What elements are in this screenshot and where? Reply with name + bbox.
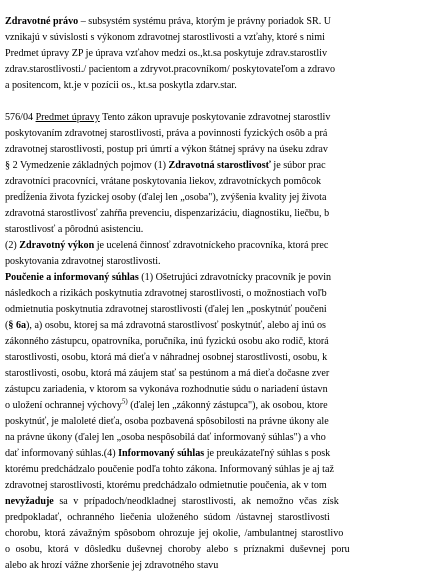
text-span: zákonného zástupcu, opatrovníka, poručníka, inú fyzickú osobu ako rodič, ktorá [5, 336, 329, 347]
text-span: (1) Ošetrujúci zdravotnícky pracovník je povin [138, 272, 332, 283]
text-line [5, 126, 327, 142]
text-span: dať informovaný súhlas.(4) [5, 448, 119, 459]
text-line [5, 222, 143, 238]
bold-term: § 6a [8, 320, 27, 331]
text-span: je ucelená činnosť zdravotníckeho pracovníka, ktorá prec [94, 240, 329, 251]
text-span: chorobu, ktorá závažným spôsobom ohrozuje jej okolie, /ambulantnej starostlivo [5, 528, 344, 539]
text-span: – subsystém systému práva, ktorým je právny poriadok SR. U [78, 16, 332, 27]
text-span: starostlivosť a pôrodnú asistenciu. [5, 224, 144, 235]
text-line [5, 14, 331, 30]
text-line [5, 494, 339, 510]
text-line [5, 174, 321, 190]
text-line [5, 350, 327, 366]
text-span: poskytovaním zdravotnej starostlivosti, práva a povinnosti fyzických osôb a prá [5, 128, 328, 139]
text-span: zdravotníci pracovníci, vrátane poskytovania liekov, zdravotníckych pomôcok [5, 176, 322, 187]
text-span: alebo ak hrozí vážne zhoršenie jej zdravotného stavu [5, 560, 219, 571]
text-span: § 2 Vymedzenie základných pojmov (1) [5, 160, 169, 171]
text-line [5, 526, 343, 542]
text-line [5, 62, 335, 78]
text-span: starostlivosti, osobu, ktorá má záujem stať sa pestúnom a má dieťa dočasne zver [5, 368, 330, 379]
text-line [5, 142, 328, 158]
text-span: predpokladať, ochranného liečenia uloženého súdom /ústavnej starostlivosti [5, 512, 330, 523]
text-line [5, 558, 218, 574]
bold-term: nevyžaduje [5, 496, 54, 507]
text-line [5, 510, 330, 526]
text-span: vznikajú v súvislosti s výkonom zdravotnej starostlivosti a vzťahy, ktoré s nimi [5, 32, 325, 43]
bold-term: Zdravotné právo [5, 16, 79, 27]
text-span: 576/04 [5, 112, 36, 123]
bold-term: Informovaný súhlas [118, 448, 205, 459]
text-span: na právne úkony (ďalej len „osoba nespôsobilá dať informovaný súhlas") a vho [5, 432, 326, 443]
text-line [5, 30, 325, 46]
text-line [5, 446, 330, 462]
text-span: 5) [121, 397, 128, 406]
text-span: (ďalej len „zákonný zástupca"), ak osobou, ktore [127, 400, 328, 411]
text-line [5, 206, 329, 222]
text-line [5, 302, 327, 318]
text-span: je preukázateľný súhlas s posk [204, 448, 331, 459]
text-span: o uložení ochrannej výchovy [5, 400, 122, 411]
text-span: zdravotnej starostlivosti, postup pri úmrtí a výkon štátnej správy na úseku zdrav [5, 144, 328, 155]
text-line [5, 382, 328, 398]
text-line [5, 366, 329, 382]
text-line [5, 430, 326, 446]
bold-term: Poučenie a informovaný súhlas [5, 272, 139, 283]
text-line [5, 238, 328, 254]
text-span: zdrav.starostlivosti./ pacientom a zdryvot.pracovníkom/ poskytovateľom a zdravo [5, 64, 336, 75]
text-span: sa v prípadoch/neodkladnej starostlivosti, ak nemožno včas získ [53, 496, 339, 507]
text-line [5, 398, 328, 414]
text-line [5, 46, 327, 62]
text-span: starostlivosti, osobu, ktorá má dieťa v náhradnej osobnej starostlivosti, osobu, k [5, 352, 328, 363]
text-span: zdravotnej starostlivosti, ktorému predchádzalo odmietnutie poučenia, ak v tom [5, 480, 327, 491]
text-line [5, 542, 350, 558]
text-span: ( [5, 320, 9, 331]
text-line [5, 414, 329, 430]
text-span: zdravotná starostlivosť zahŕňa prevenciu, dispenzarizáciu, diagnostiku, liečbu, b [5, 208, 330, 219]
text-line [5, 190, 326, 206]
text-line [5, 334, 329, 350]
bold-term: Zdravotná starostlivosť [168, 160, 271, 171]
text-span: poskytnúť, je maloleté dieťa, osoba pozbavená spôsobilosti na právne úkony ale [5, 416, 329, 427]
text-line [5, 254, 161, 270]
text-span: predĺženia života fyzickej osoby (ďalej len „osoba"), zvýšenia kvality jej života [5, 192, 327, 203]
text-line [5, 286, 327, 302]
text-span: Tento zákon upravuje poskytovanie zdravotnej starostliv [99, 112, 331, 123]
text-span: zástupcu zariadenia, v ktorom sa vykonáva rozhodnutie súdu o nariadení ústavn [5, 384, 328, 395]
text-span: a positencom, kt.je v pozícii os., kt.sa poskytla zdarv.star. [5, 80, 237, 91]
text-span: následkoch a rizikách poskytnutia zdravotnej starostlivosti, o možnostiach voľb [5, 288, 327, 299]
underlined-term: Predmet úpravy [35, 112, 100, 123]
text-line [5, 478, 327, 494]
text-span: (2) [5, 240, 20, 251]
text-span: je súbor prac [270, 160, 326, 171]
text-line [5, 462, 334, 478]
text-line [5, 110, 330, 126]
text-span: ktorému predchádzalo poučenie podľa tohto zákona. Informovaný súhlas je aj taž [5, 464, 334, 475]
text-line [5, 78, 237, 94]
text-span: Predmet úpravy ZP je úprava vzťahov medzi os.,kt.sa poskytuje zdrav.starostliv [5, 48, 327, 59]
text-span: poskytovania zdravotnej starostlivosti. [5, 256, 161, 267]
text-line [5, 270, 331, 286]
text-line [5, 158, 326, 174]
text-span: o osobu, ktorá v dôsledku duševnej choroby alebo s príznakmi duševnej poru [5, 544, 350, 555]
bold-term: Zdravotný výkon [19, 240, 95, 251]
text-span: ), a) osobu, ktorej sa má zdravotná starostlivosť poskytnúť, alebo aj inú os [26, 320, 326, 331]
text-span: odmietnutia poskytnutia zdravotnej starostlivosti (ďalej len „poskytnúť poučeni [5, 304, 327, 315]
text-line [5, 318, 326, 334]
